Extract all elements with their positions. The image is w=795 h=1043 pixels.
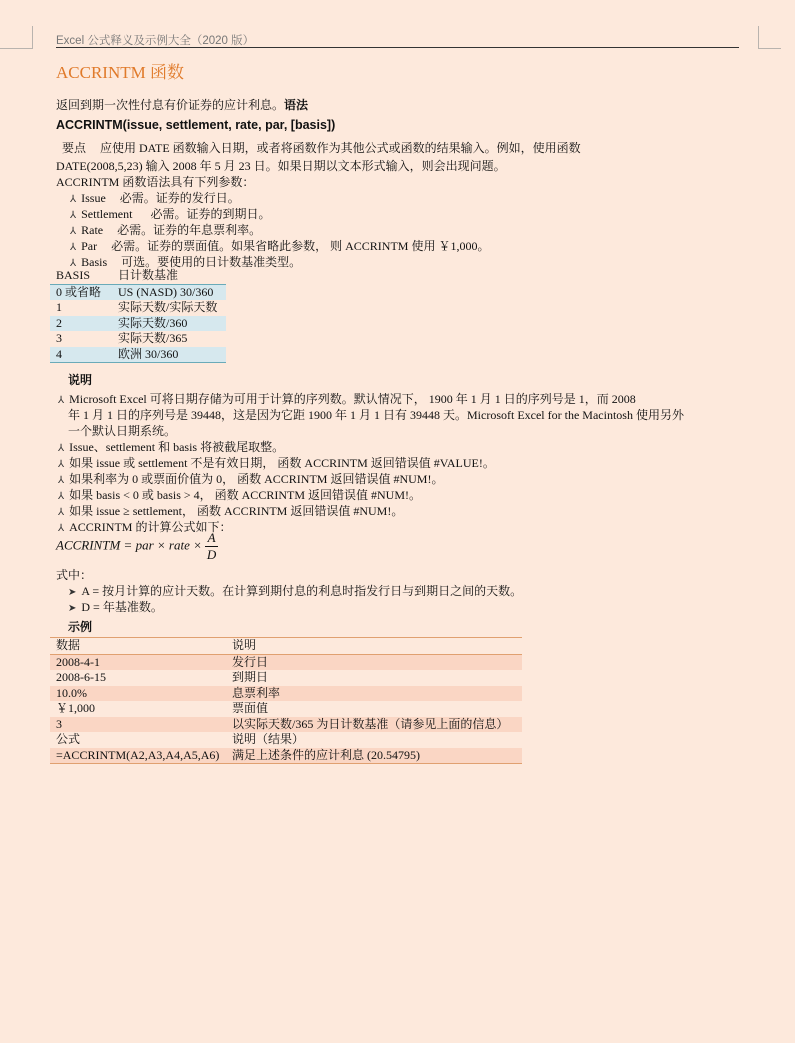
cell: 0 或省略 <box>50 284 112 300</box>
intro-text: 返回到期一次性付息有价证券的应计利息。 <box>56 98 285 112</box>
bullet-icon: ⅄ <box>70 242 77 253</box>
cell: 说明（结果） <box>232 732 305 746</box>
intro <box>56 96 308 113</box>
header-rule <box>56 47 739 48</box>
remark-item <box>58 438 284 455</box>
remark-item <box>58 486 421 503</box>
bullet-icon: ⅄ <box>58 459 65 470</box>
param-desc: 必需。证券的年息票利率。 <box>117 223 262 237</box>
cell: 欧洲 30/360 <box>112 347 226 363</box>
cell: =ACCRINTM(A2,A3,A4,A5,A6) <box>50 748 226 764</box>
table-row <box>50 686 522 702</box>
table-header-row <box>50 638 522 655</box>
table-row <box>50 717 522 733</box>
remark-item <box>58 454 495 471</box>
header-cell: 日计数基准 <box>112 268 226 284</box>
param-desc: 必需。证券的发行日。 <box>119 191 240 205</box>
param-name: Basis <box>81 255 108 269</box>
remark-item <box>58 502 403 519</box>
bullet-icon: ⅄ <box>58 507 65 518</box>
note <box>62 139 581 156</box>
example-heading: 示例 <box>68 620 93 634</box>
param-name: Settlement <box>81 207 133 221</box>
syntax-heading: 语法 <box>284 98 309 112</box>
cell: 2 <box>50 316 112 332</box>
basis-table <box>50 268 226 363</box>
remark-text: 如果利率为 0 或票面价值为 0， 函数 ACCRINTM 返回错误值 #NUM!。 <box>69 472 444 486</box>
header-cell: 数据 <box>50 638 226 655</box>
table-row <box>50 748 522 764</box>
remark-text: 如果 issue 或 settlement 不是有效日期， 函数 ACCRINTM 返回错误值 #VALUE!。 <box>69 456 495 470</box>
cell: US (NASD) 30/360 <box>112 284 226 300</box>
bullet-icon: ⅄ <box>70 258 77 269</box>
cell: 票面值 <box>232 701 269 715</box>
param-name: Issue <box>81 191 106 205</box>
crop-mark-left <box>0 26 33 49</box>
table-row <box>50 701 522 717</box>
bullet-icon: ⅄ <box>58 443 65 454</box>
bullet-icon: ⅄ <box>58 523 65 534</box>
where-text: D = 年基准数。 <box>81 600 163 614</box>
crop-mark-right <box>758 26 781 49</box>
table-row <box>50 732 522 748</box>
denominator: D <box>206 547 217 562</box>
table-row <box>50 654 522 670</box>
fraction <box>205 530 218 563</box>
cell: 实际天数/实际天数 <box>118 300 218 314</box>
header-cell: BASIS <box>50 268 112 284</box>
cell: 息票利率 <box>226 686 522 702</box>
header-cell: 说明 <box>226 638 522 655</box>
param-name: Par <box>81 239 98 253</box>
where-item <box>68 598 163 615</box>
cell: 3 <box>50 717 226 733</box>
arrow-bullet-icon: ➤ <box>68 603 77 614</box>
remark-text: Microsoft Excel 可将日期存储为可用于计算的序列数。默认情况下， 1900 年 1 月 1 日的序列号是 1，而 2008 <box>69 392 636 406</box>
param-item <box>70 205 270 222</box>
param-desc: 必需。证券的票面值。如果省略此参数， 则 ACCRINTM 使用 ￥1,000。 <box>111 239 490 253</box>
cell: 2008-4-1 <box>50 654 226 670</box>
cell: 发行日 <box>226 654 522 670</box>
table-row <box>50 331 226 347</box>
bullet-icon: ⅄ <box>70 194 77 205</box>
table-row <box>50 670 522 686</box>
remark-item <box>58 470 443 487</box>
example-table <box>50 637 522 764</box>
where-text: A = 按月计算的应计天数。在计算到期付息的利息时指发行日与到期日之间的天数。 <box>81 584 523 598</box>
formula-lhs: ACCRINTM <box>56 537 121 553</box>
param-item <box>70 221 261 238</box>
remarks-heading: 说明 <box>68 373 93 387</box>
table-row <box>50 316 226 332</box>
param-desc: 可选。要使用的日计数基准类型。 <box>121 255 302 269</box>
remark-continuation: 一个默认日期系统。 <box>68 424 177 438</box>
formula-rhs: = par × rate × <box>123 537 202 553</box>
syntax: ACCRINTM(issue, settlement, rate, par, [basis]) <box>56 118 336 132</box>
param-desc: 必需。证券的到期日。 <box>150 207 271 221</box>
bullet-icon: ⅄ <box>58 491 65 502</box>
cell: 满足上述条件的应计利息 (20.54795) <box>226 748 522 764</box>
cell: 实际天数/360 <box>112 316 226 332</box>
cell: 10.0% <box>50 686 226 702</box>
bullet-icon: ⅄ <box>70 210 77 221</box>
param-item <box>70 189 240 206</box>
note-label: 要点 <box>62 141 87 155</box>
cell: 4 <box>50 347 112 363</box>
bullet-icon: ⅄ <box>70 226 77 237</box>
cell: 实际天数/365 <box>118 331 188 345</box>
running-header: Excel 公式释义及示例大全（2020 版） <box>56 35 255 47</box>
table-row <box>50 347 226 363</box>
table-header-row <box>50 268 226 284</box>
formula <box>56 530 218 563</box>
remark-text: ACCRINTM 的计算公式如下： <box>69 520 232 534</box>
remark-continuation: 年 1 月 1 日的序列号是 39448，这是因为它距 1900 年 1 月 1 日有 39448 天。Microsoft Excel for the Macintosh 使用另外 <box>68 408 684 422</box>
cell: ￥1,000 <box>56 701 96 715</box>
cell: 1 <box>56 300 62 314</box>
cell: 到期日 <box>232 670 269 684</box>
numerator: A <box>205 530 218 547</box>
cell: 公式 <box>56 732 81 746</box>
arrow-bullet-icon: ➤ <box>68 587 77 598</box>
param-item <box>70 237 489 254</box>
remark-text: 如果 issue ≥ settlement， 函数 ACCRINTM 返回错误值 #NUM!。 <box>69 504 404 518</box>
page-title: ACCRINTM 函数 <box>56 63 184 82</box>
cell: 以实际天数/365 为日计数基准（请参见上面的信息） <box>226 717 522 733</box>
bullet-icon: ⅄ <box>58 395 65 406</box>
remark-item <box>58 390 636 407</box>
param-name: Rate <box>81 223 104 237</box>
where-item <box>68 582 522 599</box>
note-line: 应使用 DATE 函数输入日期，或者将函数作为其他公式或函数的结果输入。例如，使用函数 <box>100 141 581 155</box>
params-intro: ACCRINTM 函数语法具有下列参数： <box>56 175 255 189</box>
note-line-2: DATE(2008,5,23) 输入 2008 年 5 月 23 日。如果日期以文本形式输入，则会出现问题。 <box>56 159 506 173</box>
cell: 3 <box>56 331 62 345</box>
cell: 2008-6-15 <box>56 670 106 684</box>
bullet-icon: ⅄ <box>58 475 65 486</box>
table-row <box>50 284 226 300</box>
remark-text: Issue、settlement 和 basis 将被截尾取整。 <box>69 440 285 454</box>
where-label: 式中： <box>56 568 93 582</box>
remark-text: 如果 basis < 0 或 basis > 4， 函数 ACCRINTM 返回错误值 #NUM!。 <box>69 488 421 502</box>
table-row <box>50 300 226 316</box>
